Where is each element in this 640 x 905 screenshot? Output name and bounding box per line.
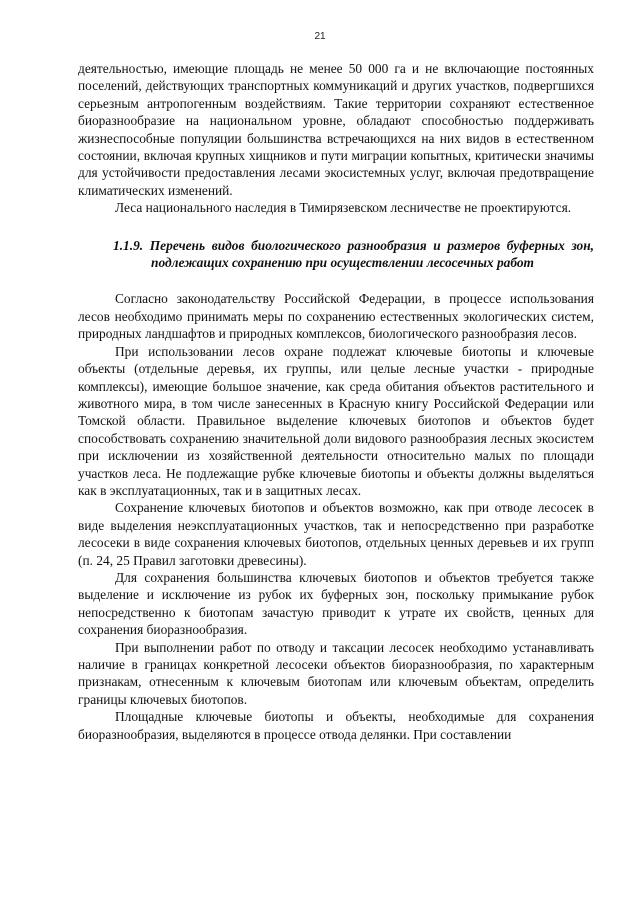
- paragraph-key-biotopes: При использовании лесов охране подлежат ключевые биотопы и ключевые объекты (отдельные деревья, их группы, или целые лесные участки - природные комплексы), имеющие большое значение, как среда обитания объектов растительного и животного мира, в том числе занесенных в Красную книгу Российской Федерации или Томской области. Правильное выделение ключевых биотопов и объектов будет способствовать сохранению значительной доли видового разнообразия лесных экосистем при исключении из хозяйственной деятельности относительно малых по площади участков леса. Не подлежащие рубке ключевые биотопы и объекты должны выделяться как в эксплуатационных, так и в защитных лесах.: [78, 343, 594, 498]
- paragraph-buffer-zones: Для сохранения большинства ключевых биотопов и объектов требуется также выделение и исключение из рубок их буферных зон, поскольку примыкание рубок непосредственно к биотопам зачастую приводит к утрате их свойств, ценных для сохранения биоразнообразия.: [78, 569, 594, 638]
- section-heading: 1.1.9. Перечень видов биологического разнообразия и размеров буферных зон, подлежащих сохранению при осуществлении лесосечных работ: [113, 237, 594, 271]
- paragraph-legislation: Согласно законодательству Российской Федерации, в процессе использования лесов необходимо принимать меры по сохранению естественных экологических систем, природных ландшафтов и природных комплексов, биологического разнообразия лесов.: [78, 291, 594, 342]
- paragraph-heritage-forests: Леса национального наследия в Тимирязевском лесничестве не проектируются.: [115, 200, 572, 216]
- paragraph-area-biotopes: Площадные ключевые биотопы и объекты, необходимые для сохранения биоразнообразия, выделяются в процессе отвода делянки. При составлении: [78, 709, 594, 742]
- paragraph-preservation: Сохранение ключевых биотопов и объектов возможно, как при отводе лесосек в виде выделения неэксплуатационных участков, так и непосредственно при разработке лесосеки в виде сохранения ключевых биотопов, отдельных ценных деревьев и их групп (п. 24, 25 Правил заготовки древесины).: [78, 500, 594, 568]
- document-body: [78, 60, 594, 743]
- page-number: 21: [314, 31, 326, 42]
- paragraph-continued: деятельностью, имеющие площадь не менее 50 000 га и не включающие постоянных поселений, действующих транспортных коммуникаций и других участков, подвергшихся серьезным антропогенным воздействиям. Такие территории сохраняют естественное биоразнообразие на национальном уровне, обладают способностью поддерживать жизнеспособные популяции большинства встречающихся на них видов в естественном состоянии, включая крупных хищников и пути миграции копытных, критически значимы для устойчивости предоставления лесами экосистемных услуг, включая предотвращение климатических изменений.: [78, 61, 594, 198]
- paragraph-allotment-works: При выполнении работ по отводу и таксации лесосек необходимо устанавливать наличие в границах конкретной лесосеки объектов биоразнообразия, по характерным признакам, отнесенным к ключевым биотопам или ключевым объектам, определить границы ключевых биотопов.: [78, 639, 594, 707]
